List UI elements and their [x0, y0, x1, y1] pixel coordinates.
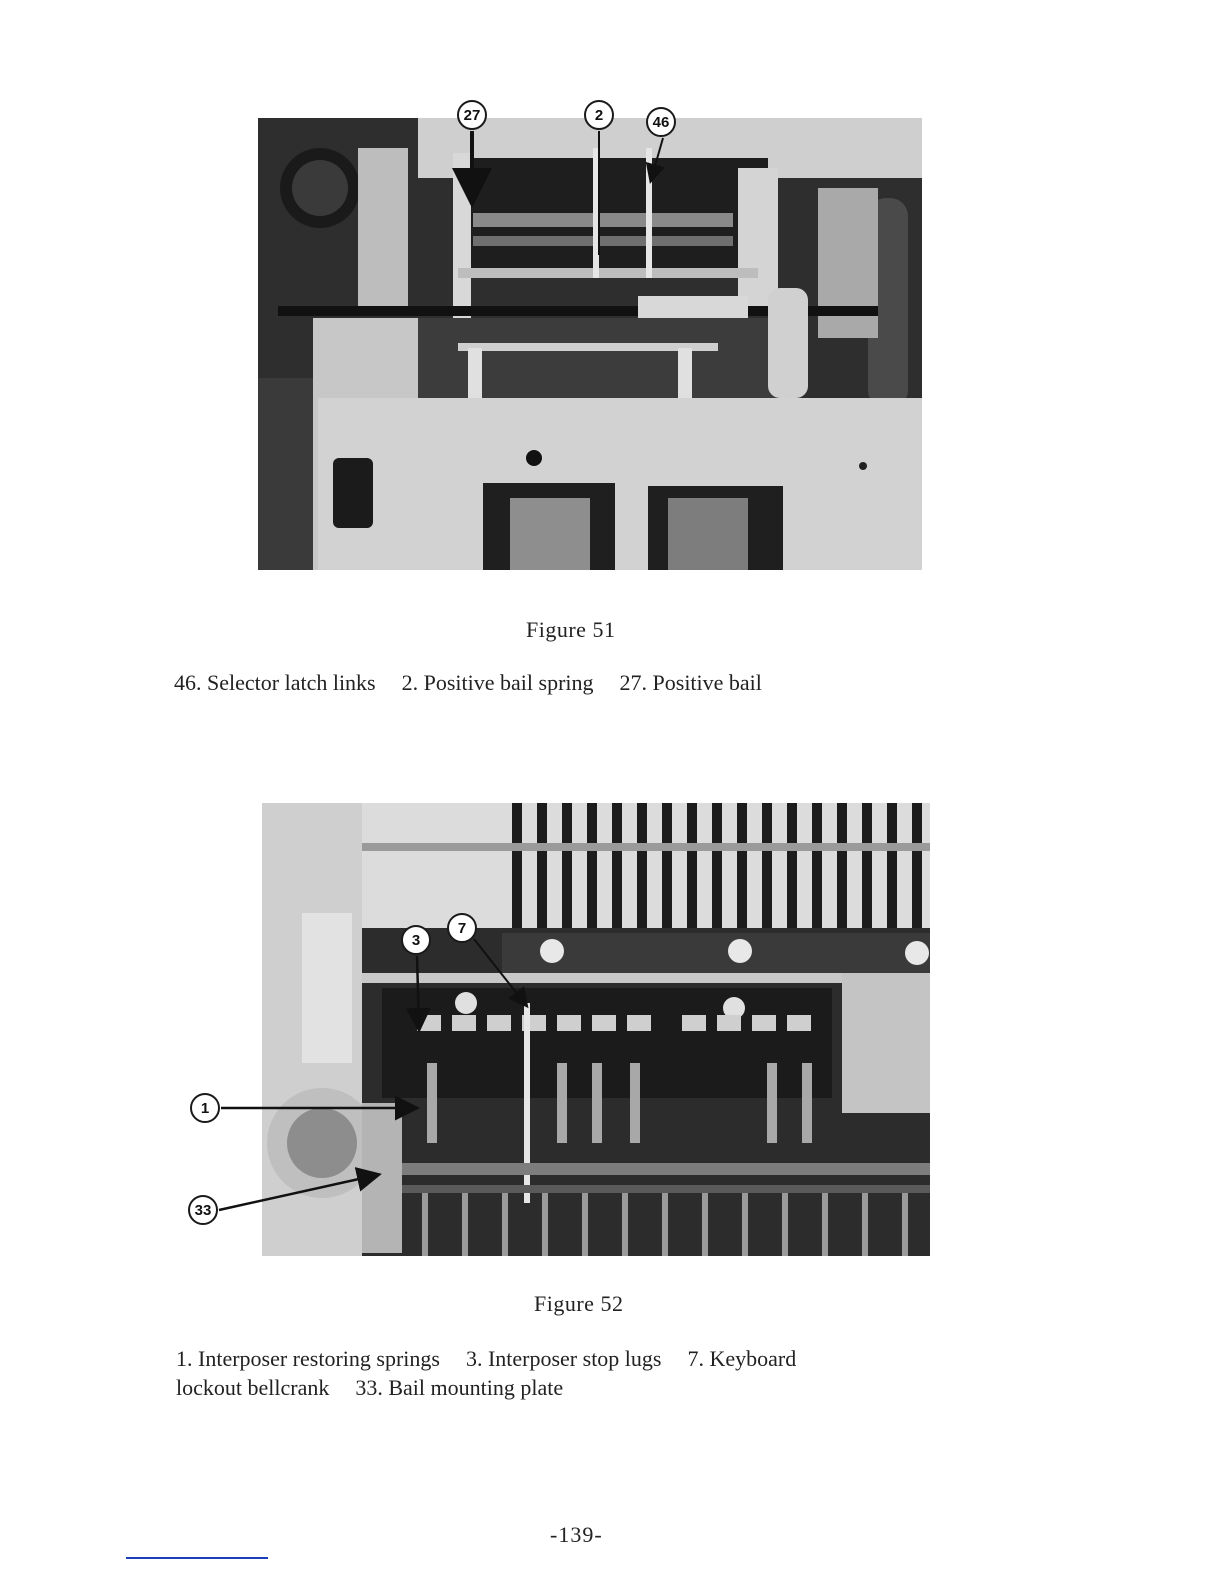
footer-rule — [126, 1557, 268, 1559]
legend-item-1: 1. Interposer restoring springs — [176, 1346, 440, 1371]
legend-item-2: 2. Positive bail spring — [401, 670, 594, 695]
figure-51-photo — [258, 118, 922, 570]
legend-item-7: 7. Keyboard — [687, 1346, 797, 1371]
figure-52-legend-line-1 — [176, 1344, 796, 1373]
page-number: -139- — [550, 1522, 603, 1547]
figure-52-legend-line-2 — [176, 1373, 589, 1402]
callout-3: 3 — [401, 925, 431, 955]
legend-item-7-continued: lockout bellcrank — [176, 1375, 330, 1400]
legend-item-3: 3. Interposer stop lugs — [465, 1346, 662, 1371]
callout-46: 46 — [646, 107, 676, 137]
figure-51-title: Figure 51 — [526, 617, 616, 642]
callout-1: 1 — [190, 1093, 220, 1123]
callout-27: 27 — [457, 100, 487, 130]
figure-51-legend — [174, 668, 788, 697]
callout-2: 2 — [584, 100, 614, 130]
legend-item-33: 33. Bail mounting plate — [355, 1375, 564, 1400]
figure-52-title: Figure 52 — [534, 1291, 624, 1316]
callout-7: 7 — [447, 913, 477, 943]
legend-item-27: 27. Positive bail — [619, 670, 762, 695]
callout-33: 33 — [188, 1195, 218, 1225]
figure-52-photo — [262, 803, 930, 1256]
legend-item-46: 46. Selector latch links — [174, 670, 376, 695]
